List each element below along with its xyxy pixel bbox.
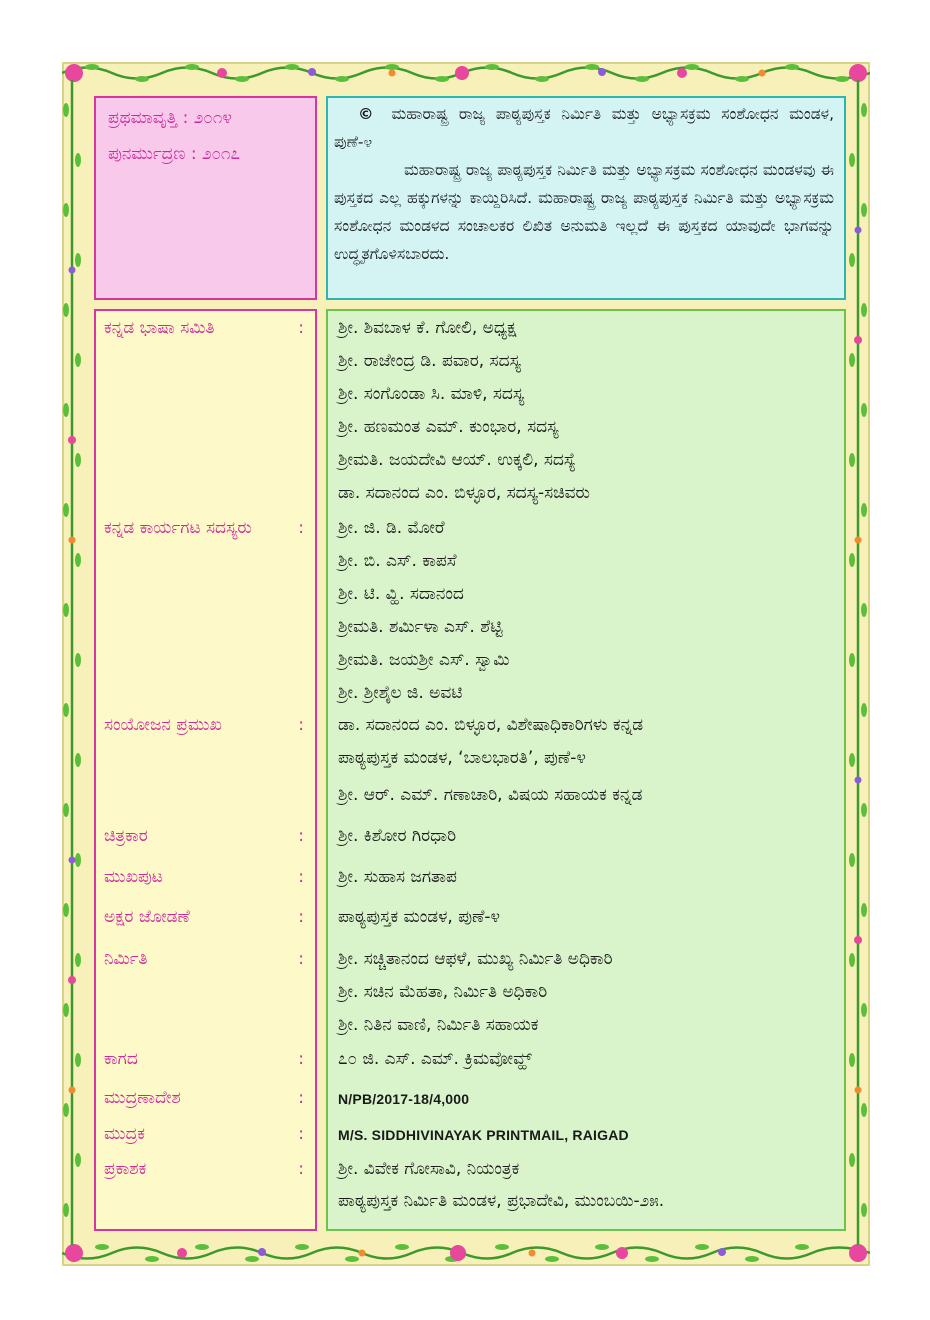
floral-border-right (846, 80, 870, 1245)
committee-member: ಶ್ರೀ. ಶಿವಬಾಳ ಕೆ. ಗೋಲಿ, ಅಧ್ಯಕ್ಷ (338, 318, 517, 338)
copyright-symbol: © (358, 105, 374, 123)
typesetting-value: ಪಾಠ್ಯಪುಸ್ತಕ ಮಂಡಳ, ಪುಣೆ-೪ (338, 907, 501, 927)
label-committee: ಕನ್ನಡ ಭಾಷಾ ಸಮಿತಿ : (104, 318, 304, 338)
label-paper: ಕಾಗದ : (104, 1049, 304, 1069)
working-group-member: ಶ್ರೀ. ಶ್ರೀಶೈಲ ಜಿ. ಅವಟಿ (338, 683, 463, 703)
coordinator-line: ಶ್ರೀ. ಆರ್. ಎಮ್. ಗಣಾಚಾರಿ, ವಿಷಯ ಸಹಾಯಕ ಕನ್ನಡ (338, 785, 643, 805)
production-member: ಶ್ರೀ. ಸಚಿನ ಮೆಹತಾ, ನಿರ್ಮಿತಿ ಅಧಿಕಾರಿ (338, 982, 548, 1002)
committee-member: ಡಾ. ಸದಾನಂದ ಎಂ. ಬಿಳ್ಳೂರ, ಸದಸ್ಯ-ಸಚಿವರು (338, 483, 590, 503)
floral-border-bottom (62, 1240, 870, 1266)
working-group-member: ಶ್ರೀ. ಟಿ. ವ್ಹಿ. ಸದಾನಂದ (338, 584, 464, 604)
label-coordinator: ಸಂಯೋಜನ ಪ್ರಮುಖ : (104, 715, 304, 735)
label-production: ನಿರ್ಮಿತಿ : (104, 949, 304, 969)
label-illustrator: ಚಿತ್ರಕಾರ : (104, 826, 304, 846)
floral-border-left (60, 80, 84, 1245)
copyright-notice-text: ಮಹಾರಾಷ್ಟ್ರ ರಾಜ್ಯ ಪಾಠ್ಯಪುಸ್ತಕ ನಿರ್ಮಿತಿ ಮತ್ತು ಅಭ್ಯಾಸಕ್ರಮ ಸಂಶೋಧನ ಮಂಡಳವು ಈ ಪುಸ್ತಕದ ಎಲ್ಲ ಹಕ್ಕುಗಳನ್ನು ಕಾಯ್ದಿರಿಸಿದೆ. ಮಹಾರಾಷ್ಟ್ರ ರಾಜ್ಯ ಪಾಠ್ಯಪುಸ್ತಕ ನಿರ್ಮಿತಿ ಮತ್ತು ಅಭ್ಯಾಸಕ್ರಮ ಸಂಶೋಧನ ಮಂಡಳದ ಸಂಚಾಲಕರ ಲಿಖಿತ ಅನುಮತಿ ಇಲ್ಲದೆ ಈ ಪುಸ್ತಕದ ಯಾವುದೇ ಭಾಗವನ್ನು ಉದ್ಧೃತಗೊಳಿಸಬಾರದು. (334, 161, 834, 263)
label-working-group: ಕನ್ನಡ ಕಾರ್ಯಗಟ ಸದಸ್ಯರು : (104, 518, 304, 538)
publisher-line: ಪಾಠ್ಯಪುಸ್ತಕ ನಿರ್ಮಿತಿ ಮಂಡಳ, ಪ್ರಭಾದೇವಿ, ಮುಂಬಯಿ-೨೫. (338, 1191, 665, 1211)
copyright-notice (334, 100, 834, 268)
committee-member: ಶ್ರೀಮತಿ. ಜಯದೇವಿ ಆಯ್. ಉಕ್ಕಲಿ, ಸದಸ್ಯೆ (338, 450, 576, 470)
production-member: ಶ್ರೀ. ನಿತಿನ ವಾಣಿ, ನಿರ್ಮಿತಿ ಸಹಾಯಕ (338, 1015, 539, 1035)
coordinator-line: ಪಾಠ್ಯಪುಸ್ತಕ ಮಂಡಳ, ‘ಬಾಲಭಾರತಿ’, ಪುಣೆ-೪ (338, 748, 586, 768)
committee-member: ಶ್ರೀ. ರಾಜೇಂದ್ರ ಡಿ. ಪವಾರ, ಸದಸ್ಯ (338, 351, 521, 371)
cover-value: ಶ್ರೀ. ಸುಹಾಸ ಜಗತಾಪ (338, 867, 457, 887)
floral-border-top (62, 60, 870, 86)
label-typesetting: ಅಕ್ಷರ ಜೋಡಣೆ : (104, 907, 304, 927)
printer-value: M/S. SIDDHIVINAYAK PRINTMAIL, RAIGAD (338, 1127, 629, 1143)
publisher-line: ಶ್ರೀ. ವಿವೇಕ ಗೋಸಾವಿ, ನಿಯಂತ್ರಕ (338, 1159, 520, 1179)
illustrator-value: ಶ್ರೀ. ಕಿಶೋರ ಗಿರಧಾರಿ (338, 826, 457, 846)
first-edition: ಪ್ರಥಮಾವೃತ್ತಿ : ೨೦೧೪ (108, 108, 232, 128)
reprint-edition: ಪುನರ್ಮುದ್ರಣ : ೨೦೧೭ (108, 144, 241, 164)
coordinator-line: ಡಾ. ಸದಾನಂದ ಎಂ. ಬಿಳ್ಳೂರ, ವಿಶೇಷಾಧಿಕಾರಿಗಳು ಕನ್ನಡ (338, 715, 644, 735)
label-publisher: ಪ್ರಕಾಶಕ : (104, 1159, 304, 1179)
label-print-order: ಮುದ್ರಣಾದೇಶ : (104, 1088, 304, 1108)
working-group-member: ಶ್ರೀ. ಜಿ. ಡಿ. ಮೋರೆ (338, 518, 445, 538)
paper-value: ೭೦ ಜಿ. ಎಸ್. ಎಮ್. ಕ್ರಿಮವೋವ್ಹ್ (338, 1049, 532, 1069)
production-member: ಶ್ರೀ. ಸಚ್ಚಿತಾನಂದ ಆಫಳೆ, ಮುಖ್ಯ ನಿರ್ಮಿತಿ ಅಧಿಕಾರಿ (338, 949, 613, 969)
label-printer: ಮುದ್ರಕ : (104, 1124, 304, 1144)
print-order-value: N/PB/2017-18/4,000 (338, 1091, 470, 1107)
working-group-member: ಶ್ರೀ. ಬಿ. ಎಸ್. ಕಾಪಸೆ (338, 551, 457, 571)
working-group-member: ಶ್ರೀಮತಿ. ಜಯಶ್ರೀ ಎಸ್. ಸ್ವಾಮಿ (338, 650, 510, 670)
label-cover: ಮುಖಪುಟ : (104, 867, 304, 887)
committee-member: ಶ್ರೀ. ಸಂಗೊಂಡಾ ಸಿ. ಮಾಳಿ, ಸದಸ್ಯ (338, 384, 525, 404)
working-group-member: ಶ್ರೀಮತಿ. ಶರ್ಮಿಳಾ ಎಸ್. ಶೆಟ್ಟಿ (338, 617, 503, 637)
copyright-holder: ಮಹಾರಾಷ್ಟ್ರ ರಾಜ್ಯ ಪಾಠ್ಯಪುಸ್ತಕ ನಿರ್ಮಿತಿ ಮತ್ತು ಅಭ್ಯಾಸಕ್ರಮ ಸಂಶೋಧನ ಮಂಡಳ, ಪುಣೆ-೪ (334, 105, 834, 151)
committee-member: ಶ್ರೀ. ಹಣಮಂತ ಎಮ್. ಕುಂಭಾರ, ಸದಸ್ಯ (338, 417, 559, 437)
